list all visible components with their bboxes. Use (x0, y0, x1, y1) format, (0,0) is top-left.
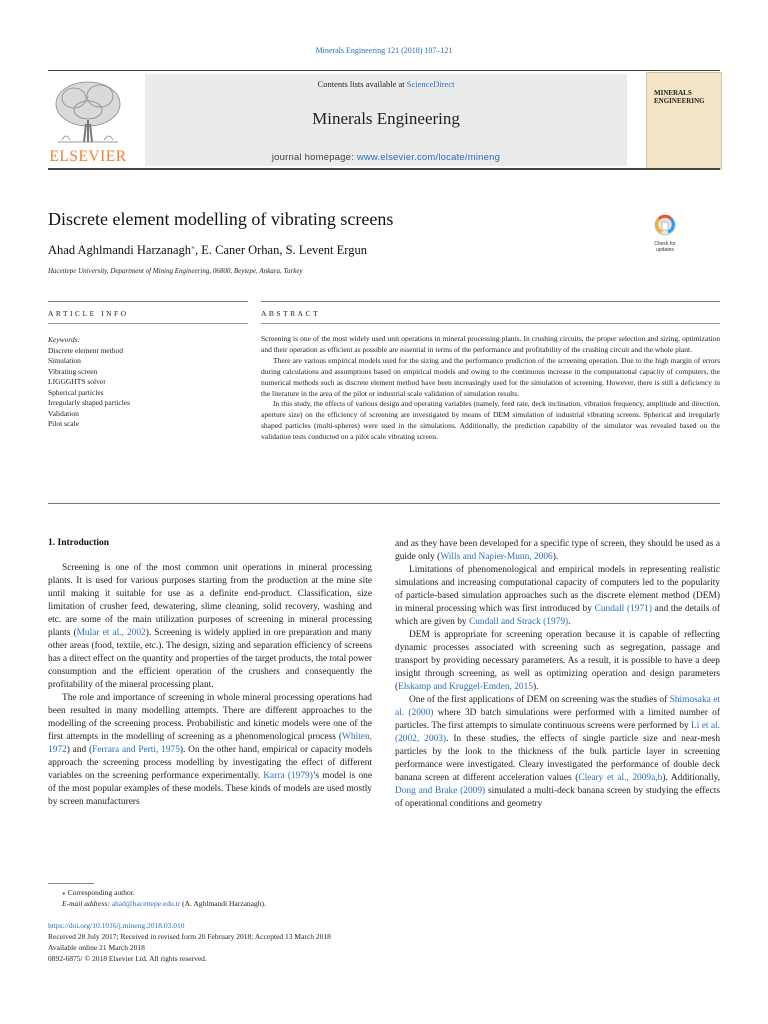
article-info-rule (48, 301, 248, 302)
article-info-heading: ARTICLE INFO (48, 309, 129, 318)
publication-info (48, 920, 331, 964)
abstract-sub-rule (261, 323, 720, 324)
left-column (48, 562, 372, 809)
intro-paragraph (48, 692, 372, 809)
citation-link[interactable]: Wills and Napier-Munn, 2006 (440, 552, 553, 562)
footnote-rule (48, 883, 94, 884)
right-column (395, 538, 720, 811)
abstract-rule (261, 301, 720, 302)
citation-link[interactable]: Elskamp and Kruggel-Emden, 2015 (398, 682, 533, 692)
abstract-paragraph: There are various empirical models used for the sizing and the performance prediction of the screening operation. Due to the high margin of errors during calculations and assumptions based on empirical models and owing to the continuous increase in the computational capacity of computers, the numerical methods such as discrete element method have been increasingly used for the simulation of screening. However, there is still a deficiency in the literature in the area of the pilot or industrial scale validation of simulation results. (261, 355, 720, 398)
elsevier-tree-logo (48, 76, 128, 148)
corresponding-author-mark[interactable]: ⁎ (191, 242, 196, 251)
copyright: 0892-6875/ © 2018 Elsevier Ltd. All rights reserved. (48, 954, 207, 963)
citation-link[interactable]: Dong and Brake (2009) (395, 786, 486, 796)
journal-name: Minerals Engineering (312, 109, 460, 128)
received-dates: Received 28 July 2017; Received in revised form 20 February 2018; Accepted 13 March 2018 (48, 932, 331, 941)
intro-paragraph (395, 694, 720, 811)
corresponding-author-note: ⁎ Corresponding author. (62, 888, 135, 897)
text-run: ). (552, 552, 559, 562)
intro-paragraph (395, 629, 720, 694)
keywords-label: Keywords: (48, 335, 81, 344)
citation-link[interactable]: Mular et al., 2002 (76, 628, 146, 638)
citation-link[interactable]: Shimosaka et al. (2000) (395, 695, 720, 718)
text-run: Limitations of phenomenological and empirical models in representing realistic simulations and increasing computational capacity of computers led to the popularity of particle-based simulation approaches such as the discrete element method (DEM) in mineral processing which was first introduced by (395, 565, 720, 614)
intro-paragraph (395, 538, 720, 564)
abstract-heading: ABSTRACT (261, 309, 321, 318)
text-run: ). (533, 682, 539, 692)
citation-link[interactable]: Karra (1979) (263, 771, 313, 781)
intro-paragraph (395, 564, 720, 629)
text-run: . (568, 617, 571, 627)
corresponding-author[interactable]: Ahad Aghlmandi Harzanagh (48, 243, 192, 258)
abstract-body (261, 334, 720, 443)
author-affiliation: Hacettepe University, Department of Mining Engineering, 06800, Beytepe, Ankara, Turkey (48, 267, 303, 275)
email-link[interactable]: ahad@hacettepe.edu.tr (111, 899, 181, 908)
text-run: simulated a multi-deck banana screen by studying the effects of operational conditions and geometry (395, 786, 720, 809)
available-online: Available online 21 March 2018 (48, 943, 145, 952)
intro-paragraph (48, 562, 372, 692)
keyword-item: Validation (48, 408, 79, 418)
text-run: ). Screening is widely applied in ore preparation and many other areas (food, textile, etc.). The design, sizing and separation efficiency of screens has a direct effect on the quantity and properties of the target products, the total power consumption and the efficient operation of the crushers and consequently the profitability of the mineral processing plant. (48, 628, 372, 690)
homepage-link[interactable]: www.elsevier.com/locate/mineng (356, 152, 501, 163)
text-run: ). On the other hand, empirical or capacity models approach the screening process modelling by investigating the effect of different variables on the screening performance experimentally. (48, 745, 373, 781)
text-run: and as they have been developed for a specific type of screen, they should be used as a guide only ( (395, 539, 720, 562)
check-updates-icon (650, 213, 680, 237)
publisher-logo-text: ELSEVIER (49, 148, 127, 165)
text-run: ). Additionally, (662, 773, 720, 783)
text-run: Screening is one of the most common unit operations in mineral processing plants. It is used for various purposes starting from the production at the mine site until making it suitable for use as a definite end-product. Classification, size limitation of crusher feed, dewatering, slime cleaning, solid recovery, washing and etc. are some of the main utilization purposes of screening in mineral processing plants ( (48, 563, 372, 638)
citation-link[interactable]: Whiten, 1972 (48, 732, 372, 755)
text-run: DEM is appropriate for screening operation because it is capable of reflecting dynamic processes associated with screening such as segregation, passage and transport by providing necessary parameters. As a result, it is possible to have a deep insight through screening, as well as optimizing operation and design parameters ( (395, 630, 720, 692)
other-authors: , E. Caner Orhan, S. Levent Ergun (195, 243, 367, 258)
email-label: E-mail address: (62, 899, 112, 908)
text-run: . In these studies, the effects of single particle size and near-mesh particles by the look to the thickness of the bulk particle layer in screening performance were investigated. Cleary investigated the performance of double deck banana screen at different acceleration values ( (395, 734, 721, 783)
citation-link[interactable]: Cleary et al., 2009a,b (578, 773, 663, 783)
text-run: ’s model is one of the most popular examples of these models. These kinds of models are used mostly by screen manufacturers (48, 771, 372, 807)
contents-prefix: Contents lists available at (317, 79, 407, 89)
text-run: and the details of which are given by (395, 604, 720, 627)
citation-link[interactable]: Li et al. (2002, 2003) (395, 721, 720, 744)
article-info-sub-rule (48, 323, 248, 324)
abstract-paragraph: In this study, the effects of various design and operating variables (namely, feed rate, deck inclination, vibration frequency, amplitude and direction, aperture size) on the efficiency of screening are investigated by means of DEM simulation of industrial vibrating screens. Spherical and irregularly shaped particles (multi-spheres) were used in the simulations. Additionally, the prediction capability of the simulator was revealed based on the validation tests conducted on a pilot scale vibrating screen. (261, 399, 720, 442)
section-heading-introduction: 1. Introduction (48, 538, 110, 548)
text-run: where 3D batch simulations were performed with a limited number of particles. The first attempts to simulate continuous screens were performed by (395, 708, 720, 731)
article-title: Discrete element modelling of vibrating screens (48, 209, 394, 229)
cover-title-line-2: ENGINEERING (654, 97, 705, 105)
email-owner: (A. Aghlmandi Harzanagh). (180, 899, 266, 908)
footnote (48, 887, 266, 909)
keyword-item: Pilot scale (48, 419, 80, 428)
email-line (48, 898, 266, 909)
keyword-item: LIGGGHTS solver (48, 377, 106, 386)
abstract-bottom-rule (48, 503, 720, 504)
text-run: One of the first applications of DEM on screening was the studies of (409, 695, 670, 705)
text-run: ) and ( (66, 745, 93, 755)
keyword-item: Vibrating screen (48, 366, 98, 376)
check-updates-label: Check for updates (654, 241, 676, 253)
citation-link[interactable]: Cundall and Strack (1979) (468, 617, 569, 627)
keyword-item: Discrete element method (48, 345, 123, 355)
keyword-item: Spherical particles (48, 387, 104, 397)
text-run: The role and importance of screening in whole mineral processing operations had been resulted in many modelling attempts. There are different approaches to the modelling of the screening process. Probabilistic and kinetic models were one of the first attempts in the modelling of screening as a phenomenological process ( (48, 693, 372, 742)
citation-link[interactable]: Cundall (1971) (594, 604, 652, 614)
homepage-prefix: journal homepage: (271, 152, 357, 163)
sciencedirect-link[interactable]: ScienceDirect (406, 79, 455, 89)
abstract-paragraph: Screening is one of the most widely used unit operations in mineral processing plants. In crushing circuits, the proper selection and sizing, optimization and their operation as efficient as possible are essential in terms of the performance and profitability of the crushing circuit and the whole plant. (261, 334, 720, 354)
citation-link[interactable]: Ferrara and Perti, 1975 (92, 745, 180, 755)
contents-line (145, 79, 627, 89)
article-authors (48, 242, 367, 258)
header-bottom-rule (48, 168, 720, 170)
cover-title (654, 89, 716, 105)
check-for-updates-badge[interactable] (650, 213, 680, 253)
journal-reference[interactable]: Minerals Engineering 121 (2018) 107–121 (315, 46, 453, 55)
keywords-block (48, 335, 130, 430)
journal-homepage (145, 152, 627, 163)
header-top-rule (48, 70, 720, 71)
cover-title-line-1: MINERALS (654, 89, 692, 97)
keyword-item: Irregularly shaped particles (48, 398, 131, 407)
keyword-item: Simulation (48, 356, 81, 365)
doi-link[interactable]: https://doi.org/10.1016/j.mineng.2018.03.010 (48, 921, 185, 930)
journal-cover-thumbnail[interactable] (646, 72, 722, 170)
